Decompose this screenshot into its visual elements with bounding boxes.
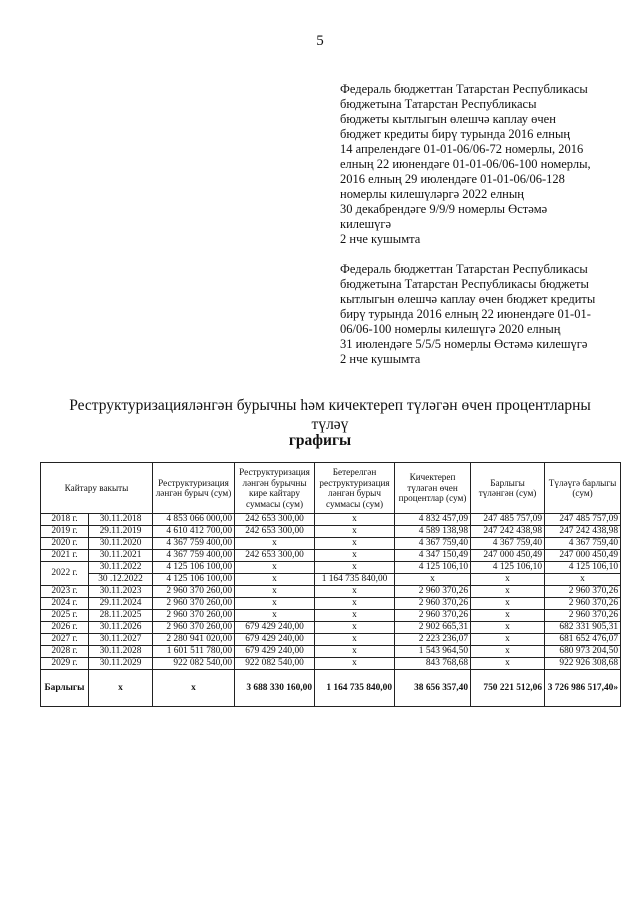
cell-interest: 2 960 370,26 (395, 586, 471, 598)
attachment-note-1 (340, 82, 612, 247)
cell-to-pay: 922 926 308,68 (545, 658, 621, 670)
attachment-line: елның 22 июнендәге 01-01-06/06-100 номерлы, (340, 157, 591, 171)
cell-date: 30.11.2029 (89, 658, 153, 670)
cell-returned: 679 429 240,00 (235, 634, 315, 646)
cell-debt: 1 601 511 780,00 (153, 646, 235, 658)
header-restructured-debt: Реструктуризация ләнгән бурыч (сум) (153, 463, 235, 514)
cell-interest: 2 960 370,26 (395, 610, 471, 622)
cell-year: 2027 г. (41, 634, 89, 646)
attachment-line: килешүгә (340, 217, 392, 231)
table-row (41, 634, 621, 646)
cell-paid: х (471, 586, 545, 598)
cell-debt: 4 610 412 700,00 (153, 526, 235, 538)
cell-paid: 247 000 450,49 (471, 550, 545, 562)
cell-interest: 4 347 150,49 (395, 550, 471, 562)
cell-returned: 3 688 330 160,00 (235, 670, 315, 707)
cell-debt: х (153, 670, 235, 707)
table-row (41, 514, 621, 526)
cell-to-pay: 2 960 370,26 (545, 586, 621, 598)
cell-total-label: Барлыгы (41, 670, 89, 707)
header-total-paid: Барлыгы түләнгән (сум) (471, 463, 545, 514)
cell-to-pay: 681 652 476,07 (545, 634, 621, 646)
cell-interest: 4 125 106,10 (395, 562, 471, 574)
cell-debt: 2 960 370 260,00 (153, 622, 235, 634)
table-row (41, 586, 621, 598)
cell-to-pay: 3 726 986 517,40» (545, 670, 621, 707)
cell-written-off: 1 164 735 840,00 (315, 670, 395, 707)
header-written-off: Бетерелгән реструктуризация ләнгән бурыч суммасы (сум) (315, 463, 395, 514)
cell-debt: 2 960 370 260,00 (153, 610, 235, 622)
table-row (41, 622, 621, 634)
cell-returned: х (235, 574, 315, 586)
attachment-line: бюджет кредиты бирү турында 2016 елның (340, 127, 571, 141)
cell-paid: х (471, 610, 545, 622)
header-deferred-interest: Кичектереп түләгән өчен процентлар (сум) (395, 463, 471, 514)
cell-date: 28.11.2025 (89, 610, 153, 622)
cell-interest: 4 367 759,40 (395, 538, 471, 550)
cell-paid: 750 221 512,06 (471, 670, 545, 707)
cell-to-pay: 4 125 106,10 (545, 562, 621, 574)
header-total-to-pay: Түләүгә барлыгы (сум) (545, 463, 621, 514)
cell-interest: 38 656 357,40 (395, 670, 471, 707)
cell-to-pay: 2 960 370,26 (545, 598, 621, 610)
cell-date: 30.11.2028 (89, 646, 153, 658)
cell-date: 30.11.2020 (89, 538, 153, 550)
cell-to-pay: 247 242 438,98 (545, 526, 621, 538)
cell-written-off: х (315, 562, 395, 574)
attachment-line: бюджеты кытлыгын өлешчә каплау өчен (340, 112, 556, 126)
cell-debt: 4 367 759 400,00 (153, 550, 235, 562)
cell-debt: 2 280 941 020,00 (153, 634, 235, 646)
cell-debt: 4 853 066 000,00 (153, 514, 235, 526)
attachment-line: Федераль бюджеттан Татарстан Республикасы (340, 262, 588, 276)
table-row (41, 658, 621, 670)
attachment-line: бюджетына Татарстан Республикасы (340, 97, 537, 111)
cell-written-off: 1 164 735 840,00 (315, 574, 395, 586)
cell-date: 30.11.2027 (89, 634, 153, 646)
cell-date: 30.11.2022 (89, 562, 153, 574)
cell-to-pay: 247 000 450,49 (545, 550, 621, 562)
cell-to-pay: 680 973 204,50 (545, 646, 621, 658)
cell-debt: 2 960 370 260,00 (153, 598, 235, 610)
table-row (41, 610, 621, 622)
header-returned-amount: Реструктуризация ләнгән бурычны кире кайтару суммасы (сум) (235, 463, 315, 514)
title-line: түләү (311, 416, 349, 433)
cell-returned: 922 082 540,00 (235, 658, 315, 670)
table-row (41, 574, 621, 586)
attachment-note-2 (340, 262, 612, 367)
cell-written-off: х (315, 526, 395, 538)
cell-returned: х (235, 538, 315, 550)
attachment-line: 14 апрелендәге 01-01-06/06-72 номерлы, 2016 (340, 142, 584, 156)
cell-debt: 4 125 106 100,00 (153, 562, 235, 574)
cell-to-pay: х (545, 574, 621, 586)
schedule-title-bold: графигы (288, 432, 352, 449)
cell-written-off: х (315, 646, 395, 658)
attachment-line: 2 нче кушымта (340, 352, 421, 366)
cell-year: 2023 г. (41, 586, 89, 598)
attachment-line: 31 июлендәге 5/5/5 номерлы Өстәмә килешүгә (340, 337, 588, 351)
cell-interest: 2 960 370,26 (395, 598, 471, 610)
table-header-row (41, 463, 621, 514)
table-total-row (41, 670, 621, 707)
cell-returned: х (235, 598, 315, 610)
cell-paid: 247 242 438,98 (471, 526, 545, 538)
cell-written-off: х (315, 538, 395, 550)
attachment-line: Федераль бюджеттан Татарстан Республикасы (340, 82, 588, 96)
cell-date: 30.11.2021 (89, 550, 153, 562)
cell-written-off: х (315, 622, 395, 634)
cell-interest: х (395, 574, 471, 586)
table-row (41, 526, 621, 538)
cell-returned: 679 429 240,00 (235, 622, 315, 634)
cell-year: 2024 г. (41, 598, 89, 610)
cell-year: 2018 г. (41, 514, 89, 526)
table-row (41, 646, 621, 658)
table-row (41, 598, 621, 610)
cell-to-pay: 4 367 759,40 (545, 538, 621, 550)
cell-written-off: х (315, 586, 395, 598)
cell-written-off: х (315, 658, 395, 670)
attachment-line: 2016 елның 29 июлендәге 01-01-06/06-128 (340, 172, 565, 186)
cell-date: 29.11.2024 (89, 598, 153, 610)
cell-written-off: х (315, 598, 395, 610)
table-row (41, 550, 621, 562)
attachment-line: 2 нче кушымта (340, 232, 421, 246)
cell-year: 2025 г. (41, 610, 89, 622)
attachment-line: кытлыгын өлешчә каплау өчен бюджет кредиты (340, 292, 596, 306)
cell-date: 30.11.2018 (89, 514, 153, 526)
cell-interest: 843 768,68 (395, 658, 471, 670)
cell-written-off: х (315, 634, 395, 646)
cell-paid: х (471, 634, 545, 646)
attachment-line: 06/06-100 номерлы килешүгә 2020 елның (340, 322, 561, 336)
attachment-line: бирү турында 2016 елның 22 июнендәге 01-01- (340, 307, 591, 321)
cell-returned: х (235, 586, 315, 598)
cell-year: 2019 г. (41, 526, 89, 538)
cell-returned: 679 429 240,00 (235, 646, 315, 658)
title-line: Реструктуризацияләнгән бурычны һәм кичектереп түләгән өчен процентларны (69, 397, 591, 414)
cell-returned: 242 653 300,00 (235, 550, 315, 562)
cell-date: 30.11.2023 (89, 586, 153, 598)
attachment-line: бюджетына Татарстан Республикасы бюджеты (340, 277, 589, 291)
schedule-title (40, 396, 620, 434)
cell-debt: 4 125 106 100,00 (153, 574, 235, 586)
cell-interest: 4 832 457,09 (395, 514, 471, 526)
cell-year: 2029 г. (41, 658, 89, 670)
page-number: 5 (316, 33, 324, 49)
cell-paid: 4 367 759,40 (471, 538, 545, 550)
table-row (41, 562, 621, 574)
cell-debt: 4 367 759 400,00 (153, 538, 235, 550)
cell-paid: х (471, 622, 545, 634)
cell-interest: 2 902 665,31 (395, 622, 471, 634)
cell-debt: 922 082 540,00 (153, 658, 235, 670)
cell-paid: х (471, 598, 545, 610)
header-return-terms: Кайтару вакыты (41, 463, 153, 514)
cell-paid: 247 485 757,09 (471, 514, 545, 526)
cell-paid: 4 125 106,10 (471, 562, 545, 574)
cell-returned: х (235, 610, 315, 622)
attachment-line: 30 декабрендәге 9/9/9 номерлы Өстәмә (340, 202, 548, 216)
cell-date: 30.11.2026 (89, 622, 153, 634)
cell-year: 2026 г. (41, 622, 89, 634)
cell-to-pay: 247 485 757,09 (545, 514, 621, 526)
attachment-line: номерлы килешүләргә 2022 елның (340, 187, 524, 201)
cell-interest: 4 589 138,98 (395, 526, 471, 538)
cell-interest: 2 223 236,07 (395, 634, 471, 646)
cell-year: 2028 г. (41, 646, 89, 658)
cell-date: 30 .12.2022 (89, 574, 153, 586)
cell-year: 2020 г. (41, 538, 89, 550)
cell-date: х (89, 670, 153, 707)
cell-to-pay: 2 960 370,26 (545, 610, 621, 622)
cell-year: 2021 г. (41, 550, 89, 562)
cell-written-off: х (315, 550, 395, 562)
cell-interest: 1 543 964,50 (395, 646, 471, 658)
cell-written-off: х (315, 514, 395, 526)
cell-written-off: х (315, 610, 395, 622)
repayment-schedule-table (40, 462, 621, 707)
cell-debt: 2 960 370 260,00 (153, 586, 235, 598)
cell-paid: х (471, 658, 545, 670)
cell-returned: 242 653 300,00 (235, 526, 315, 538)
cell-paid: х (471, 646, 545, 658)
cell-paid: х (471, 574, 545, 586)
table-row (41, 538, 621, 550)
cell-returned: 242 653 300,00 (235, 514, 315, 526)
cell-year: 2022 г. (41, 562, 89, 586)
cell-returned: х (235, 562, 315, 574)
cell-to-pay: 682 331 905,31 (545, 622, 621, 634)
cell-date: 29.11.2019 (89, 526, 153, 538)
